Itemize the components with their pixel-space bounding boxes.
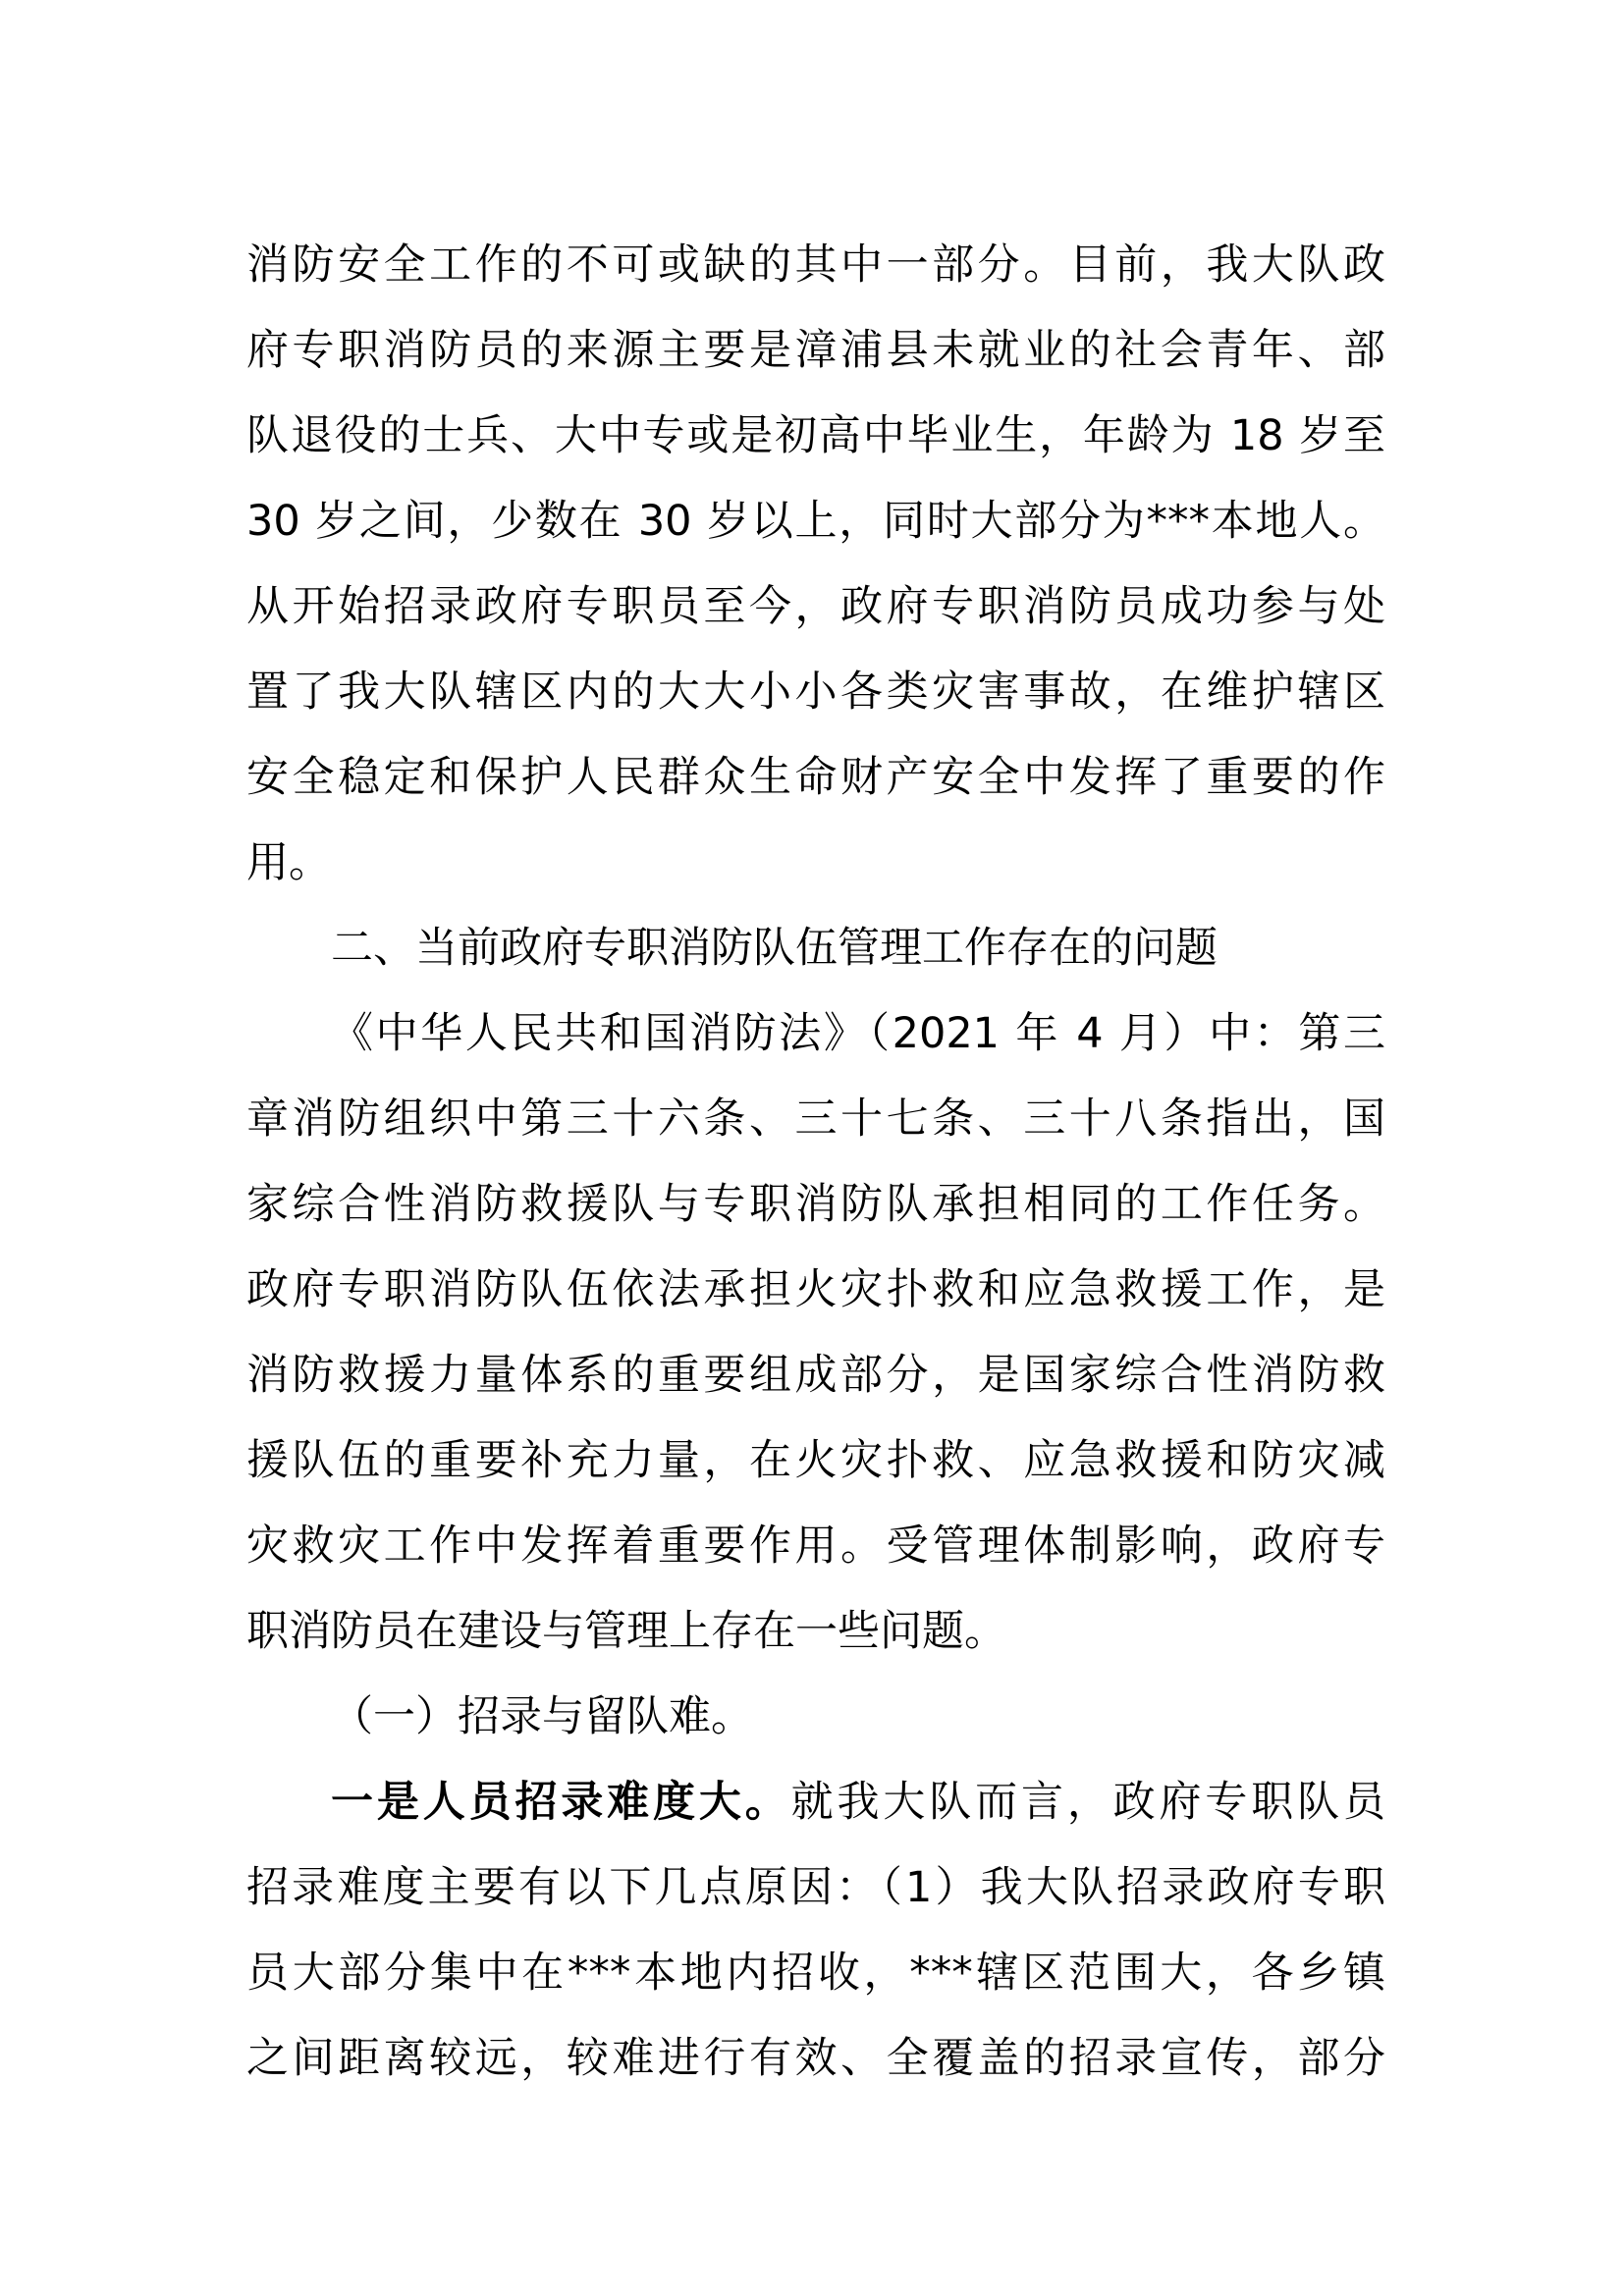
body-text-line: 《中华人民共和国消防法》（2021 年 4 月）中：第三 — [331, 1009, 1385, 1058]
body-text-line — [331, 1768, 1385, 1837]
body-text-line: 消防安全工作的不可或缺的其中一部分。目前，我大队政 — [246, 240, 1385, 290]
body-text-line: 之间距离较远，较难进行有效、全覆盖的招录宣传，部分 — [246, 2034, 1385, 2083]
bold-lead-text: 一是人员招录难度大。 — [331, 1778, 791, 1827]
body-text-line: 安全稳定和保护人民群众生命财产安全中发挥了重要的作 — [246, 753, 1385, 802]
body-text-line: 招录难度主要有以下几点原因：（1）我大队招录政府专职 — [246, 1863, 1385, 1912]
body-text-line: 章消防组织中第三十六条、三十七条、三十八条指出，国 — [246, 1095, 1385, 1144]
body-text-line: 府专职消防员的来源主要是漳浦县未就业的社会青年、部 — [246, 326, 1385, 375]
body-text-line: 员大部分集中在***本地内招收，***辖区范围大，各乡镇 — [246, 1949, 1385, 1998]
section-heading: 二、当前政府专职消防队伍管理工作存在的问题 — [331, 924, 1218, 973]
body-text-line: 用。 — [246, 838, 331, 887]
body-text-line: 置了我大队辖区内的大大小小各类灾害事故，在维护辖区 — [246, 667, 1385, 717]
body-text-line: 援队伍的重要补充力量，在火灾扑救、应急救援和防灾减 — [246, 1436, 1385, 1485]
body-text-line: 灾救灾工作中发挥着重要作用。受管理体制影响，政府专 — [246, 1522, 1385, 1571]
subsection-heading: （一）招录与留队难。 — [331, 1692, 753, 1741]
body-text-line: 30 岁之间，少数在 30 岁以上，同时大部分为***本地人。 — [246, 497, 1385, 546]
body-text-line: 从开始招录政府专职员至今，政府专职消防员成功参与处 — [246, 582, 1385, 631]
body-text-line: 消防救援力量体系的重要组成部分，是国家综合性消防救 — [246, 1351, 1385, 1400]
body-text-continuation: 就我大队而言，政府专职队员 — [790, 1778, 1385, 1827]
body-text-line: 家综合性消防救援队与专职消防队承担相同的工作任务。 — [246, 1180, 1385, 1229]
body-text-line: 职消防员在建设与管理上存在一些问题。 — [246, 1607, 1006, 1656]
body-text-line: 政府专职消防队伍依法承担火灾扑救和应急救援工作，是 — [246, 1265, 1385, 1314]
body-text-line: 队退役的士兵、大中专或是初高中毕业生，年龄为 18 岁至 — [246, 411, 1385, 460]
